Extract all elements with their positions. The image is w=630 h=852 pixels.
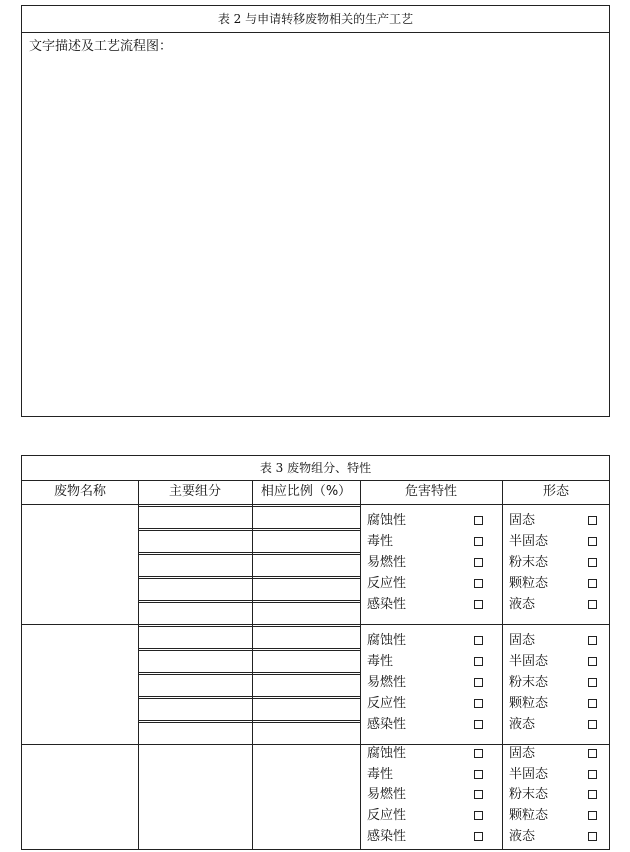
form-checkbox[interactable]: [588, 832, 597, 841]
hazard-checkbox[interactable]: [474, 832, 483, 841]
hazard-option-label: 反应性: [367, 575, 407, 591]
form-checkbox[interactable]: [588, 600, 597, 609]
main-component-cell[interactable]: [138, 722, 252, 744]
form-option-label: 半固态: [509, 533, 549, 549]
proportion-cell[interactable]: [252, 554, 360, 576]
form-option-label: 颗粒态: [509, 695, 549, 711]
form-option-label: 固态: [509, 513, 536, 528]
proportion-cell[interactable]: [252, 530, 360, 552]
proportion-cell[interactable]: [252, 506, 360, 528]
header-proportion: 相应比例（%）: [260, 484, 352, 499]
hazard-option-label: 毒性: [367, 653, 394, 669]
hazard-option-label: 反应性: [367, 695, 407, 711]
main-component-cell[interactable]: [138, 698, 252, 720]
description-area[interactable]: [22, 32, 609, 416]
hazard-option-label: 感染性: [367, 828, 407, 844]
form-checkbox[interactable]: [588, 749, 597, 758]
hazard-option-label: 腐蚀性: [367, 633, 407, 648]
form-option-label: 液态: [509, 716, 536, 732]
hazard-checkbox[interactable]: [474, 636, 483, 645]
form-checkbox[interactable]: [588, 790, 597, 799]
main-component-cell[interactable]: [138, 506, 252, 528]
hazard-option-label: 反应性: [367, 808, 407, 824]
table-3-caption: 表 3 废物组分、特性: [259, 461, 372, 475]
hazard-option-label: 易燃性: [367, 787, 407, 803]
waste-name-cell[interactable]: [22, 504, 138, 624]
form-checkbox[interactable]: [588, 537, 597, 546]
form-checkbox[interactable]: [588, 770, 597, 779]
proportion-cell[interactable]: [252, 722, 360, 744]
proportion-cell[interactable]: [252, 626, 360, 648]
proportion-cell[interactable]: [252, 578, 360, 600]
form-checkbox[interactable]: [588, 699, 597, 708]
main-component-cell[interactable]: [138, 744, 252, 850]
main-component-cell[interactable]: [138, 554, 252, 576]
hazard-checkbox[interactable]: [474, 699, 483, 708]
form-option-label: 固态: [509, 633, 536, 648]
hazard-checkbox[interactable]: [474, 790, 483, 799]
header-main-component: 主要组分: [168, 484, 221, 499]
form-checkbox[interactable]: [588, 678, 597, 687]
hazard-option-label: 腐蚀性: [367, 746, 407, 761]
hazard-checkbox[interactable]: [474, 749, 483, 758]
proportion-cell[interactable]: [252, 602, 360, 624]
production-process-table: [21, 5, 610, 417]
main-component-cell[interactable]: [138, 530, 252, 552]
form-checkbox[interactable]: [588, 558, 597, 567]
hazard-checkbox[interactable]: [474, 537, 483, 546]
proportion-cell[interactable]: [252, 698, 360, 720]
header-hazard: 危害特性: [404, 484, 457, 499]
hazard-checkbox[interactable]: [474, 720, 483, 729]
hazard-checkbox[interactable]: [474, 558, 483, 567]
hazard-option-label: 毒性: [367, 766, 394, 782]
table-2-caption: 表 2 与申请转移废物相关的生产工艺: [22, 6, 609, 33]
form-option-label: 液态: [509, 596, 536, 612]
form-option-label: 粉末态: [509, 787, 549, 803]
waste-name-cell[interactable]: [22, 624, 138, 744]
hazard-option-label: 易燃性: [367, 554, 407, 570]
waste-composition-table: [21, 455, 610, 850]
main-component-cell[interactable]: [138, 626, 252, 648]
description-label: 文字描述及工艺流程图：: [29, 39, 173, 54]
hazard-checkbox[interactable]: [474, 600, 483, 609]
header-waste-name: 废物名称: [53, 484, 106, 499]
hazard-option-label: 腐蚀性: [367, 513, 407, 528]
form-option-label: 粉末态: [509, 674, 549, 690]
form-option-label: 粉末态: [509, 554, 549, 570]
form-option-label: 半固态: [509, 653, 549, 669]
header-form: 形态: [542, 484, 569, 499]
main-component-cell[interactable]: [138, 650, 252, 672]
hazard-option-label: 毒性: [367, 533, 394, 549]
hazard-option-label: 感染性: [367, 596, 407, 612]
form-checkbox[interactable]: [588, 657, 597, 666]
form-checkbox[interactable]: [588, 636, 597, 645]
hazard-checkbox[interactable]: [474, 657, 483, 666]
form-checkbox[interactable]: [588, 579, 597, 588]
waste-name-cell[interactable]: [22, 744, 138, 850]
hazard-checkbox[interactable]: [474, 770, 483, 779]
hazard-checkbox[interactable]: [474, 579, 483, 588]
form-option-label: 液态: [509, 828, 536, 844]
form-option-label: 颗粒态: [509, 575, 549, 591]
form-option-label: 半固态: [509, 766, 549, 782]
hazard-checkbox[interactable]: [474, 516, 483, 525]
proportion-cell[interactable]: [252, 674, 360, 696]
hazard-checkbox[interactable]: [474, 678, 483, 687]
hazard-option-label: 感染性: [367, 716, 407, 732]
main-component-cell[interactable]: [138, 602, 252, 624]
form-option-label: 固态: [509, 746, 536, 761]
hazard-option-label: 易燃性: [367, 674, 407, 690]
main-component-cell[interactable]: [138, 578, 252, 600]
main-component-cell[interactable]: [138, 674, 252, 696]
form-option-label: 颗粒态: [509, 808, 549, 824]
proportion-cell[interactable]: [252, 650, 360, 672]
form-checkbox[interactable]: [588, 811, 597, 820]
proportion-cell[interactable]: [252, 744, 360, 850]
hazard-checkbox[interactable]: [474, 811, 483, 820]
form-checkbox[interactable]: [588, 720, 597, 729]
form-checkbox[interactable]: [588, 516, 597, 525]
